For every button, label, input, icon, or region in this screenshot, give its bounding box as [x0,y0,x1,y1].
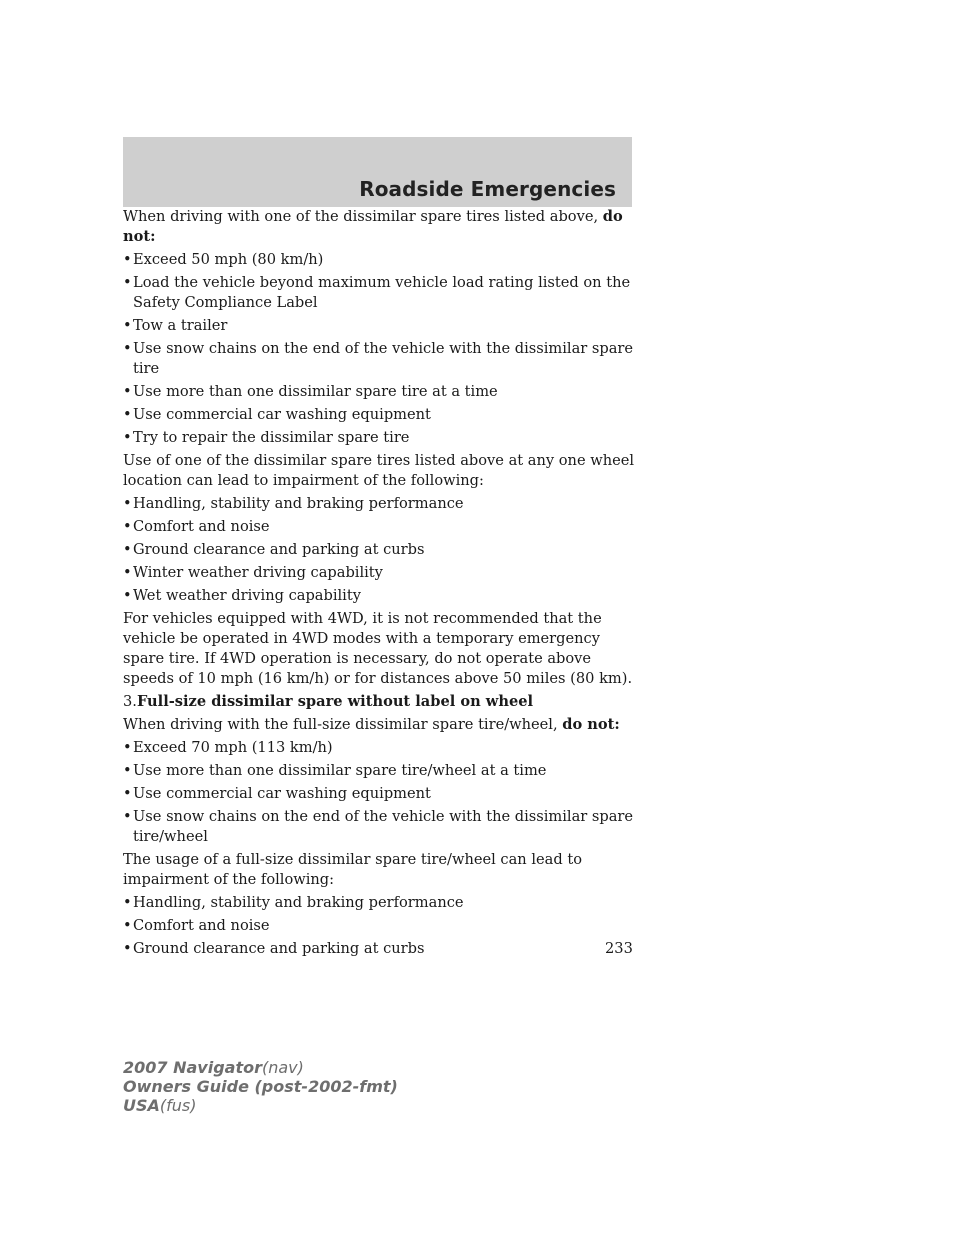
list-item [123,250,638,270]
list-item-text: Use snow chains on the end of the vehicle with the dissimilar spare tire/wheel [133,808,634,845]
list-item-text: Load the vehicle beyond maximum vehicle load rating listed on the Safety Compliance Label [133,274,631,311]
bullet-icon: • [123,317,132,334]
numbered-item-3: 3.Full-size dissimilar spare without label on wheel [123,693,534,710]
list-item-text: Tow a trailer [133,317,228,334]
list-item-text: Exceed 50 mph (80 km/h) [133,251,324,268]
full-size-impairment-list [123,893,638,959]
bullet-icon: • [123,541,132,558]
footer-line-3: USA(fus) [123,1096,197,1115]
list-item-text: Try to repair the dissimilar spare tire [133,429,410,446]
list-item-text: Ground clearance and parking at curbs [133,541,425,558]
intro-emphasis: do not: [123,208,623,245]
list-item-text: Winter weather driving capability [133,564,383,581]
list-item [123,761,638,781]
bullet-icon: • [123,429,132,446]
bullet-icon: • [123,518,132,535]
list-item-text: Use snow chains on the end of the vehicle with the dissimilar spare tire [133,340,634,377]
bullet-icon: • [123,564,132,581]
list-item-text: Exceed 70 mph (113 km/h) [133,739,333,756]
full-size-paragraph: When driving with the full-size dissimilar spare tire/wheel, do not: [123,716,620,733]
list-item [123,916,638,936]
list-item-text: Handling, stability and braking performance [133,495,464,512]
list-item [123,517,638,537]
full-size-impairment-paragraph: The usage of a full-size dissimilar spare tire/wheel can lead to impairment of the following: [123,851,582,888]
list-item [123,893,638,913]
list-item-text: Use commercial car washing equipment [133,406,431,423]
bullet-icon: • [123,251,132,268]
list-item-text: Handling, stability and braking performance [133,894,464,911]
list-item-text: Use more than one dissimilar spare tire/wheel at a time [133,762,547,779]
footer-line-1: 2007 Navigator(nav) [123,1058,304,1077]
bullet-icon: • [123,917,132,934]
list-item [123,939,638,959]
bullet-icon: • [123,808,132,825]
section-header-band [123,137,632,207]
list-item [123,586,638,606]
document-footer [123,1058,398,1115]
list-item [123,316,638,336]
bullet-icon: • [123,383,132,400]
list-item-text: Comfort and noise [133,518,270,535]
list-item-text: Use commercial car washing equipment [133,785,431,802]
list-item [123,494,638,514]
bullet-icon: • [123,495,132,512]
bullet-icon: • [123,940,132,957]
list-item-text: Comfort and noise [133,917,270,934]
section-title: Roadside Emergencies [359,177,616,201]
list-item [123,273,638,313]
restriction-list [123,250,638,448]
4wd-paragraph: For vehicles equipped with 4WD, it is not recommended that the vehicle be operated in 4WD modes with a temporary emergency spare tire. If 4WD operation is necessary, do not operate above speeds of 10 mph (16 km/h) or for distances above 50 miles (80 km). [123,610,633,687]
full-size-restriction-list [123,738,638,847]
list-item [123,540,638,560]
list-item [123,428,638,448]
numbered-item-3-title: Full-size dissimilar spare without label on wheel [136,693,534,710]
full-size-emphasis: do not: [562,716,620,733]
list-item [123,807,638,847]
bullet-icon: • [123,894,132,911]
footer-line-2: Owners Guide (post-2002-fmt) [123,1077,398,1096]
impairment-list [123,494,638,606]
bullet-icon: • [123,340,132,357]
impairment-paragraph: Use of one of the dissimilar spare tires listed above at any one wheel location can lead to impairment of the following: [123,452,635,489]
intro-paragraph: When driving with one of the dissimilar spare tires listed above, do not: [123,208,623,245]
list-item [123,784,638,804]
list-item-text: Ground clearance and parking at curbs [133,940,425,957]
list-item [123,382,638,402]
list-item-text: Use more than one dissimilar spare tire at a time [133,383,498,400]
bullet-icon: • [123,785,132,802]
bullet-icon: • [123,762,132,779]
page-content [123,207,638,959]
list-item [123,738,638,758]
page-number: 233 [605,940,633,957]
bullet-icon: • [123,587,132,604]
list-item [123,563,638,583]
bullet-icon: • [123,274,132,291]
list-item [123,405,638,425]
bullet-icon: • [123,406,132,423]
list-item-text: Wet weather driving capability [133,587,361,604]
list-item [123,339,638,379]
bullet-icon: • [123,739,132,756]
